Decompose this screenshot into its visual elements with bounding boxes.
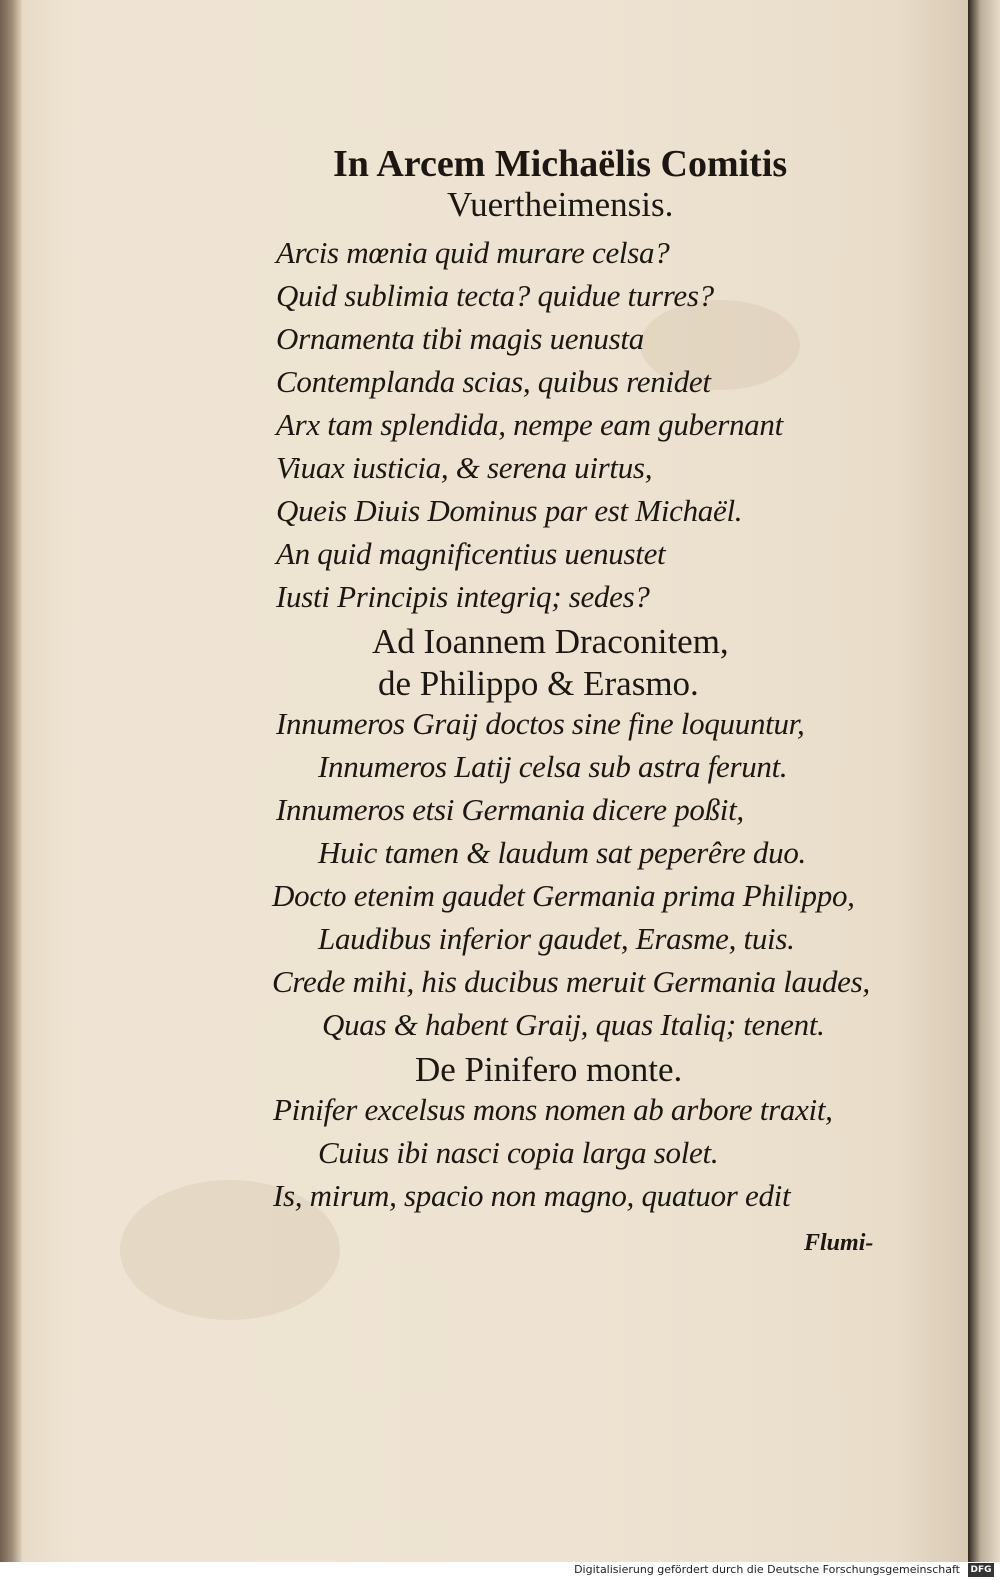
poem1-line: Iusti Principis integriq; sedes? <box>276 579 650 614</box>
poem1-title-line2: Vuertheimensis. <box>447 185 674 224</box>
page-edge <box>968 0 1000 1562</box>
poem2-line: Quas & habent Graij, quas Italiq; tenent. <box>322 1007 825 1042</box>
poem1-line: An quid magnificentius uenustet <box>276 536 666 571</box>
poem2-line: Docto etenim gaudet Germania prima Philippo, <box>272 878 855 913</box>
poem1-line: Contemplanda scias, quibus renidet <box>276 364 711 399</box>
poem3-title: De Pinifero monte. <box>415 1050 683 1089</box>
poem2-line: Crede mihi, his ducibus meruit Germania laudes, <box>272 964 870 999</box>
poem1-line: Quid sublimia tecta? quidue turres? <box>276 278 714 313</box>
poem1-line: Viuax iusticia, & serena uirtus, <box>276 450 653 485</box>
poem1-line: Ornamenta tibi magis uenusta <box>276 321 644 356</box>
poem1-line: Arcis mœnia quid murare celsa? <box>276 235 670 270</box>
poem2-title-line1: Ad Ioannem Draconitem, <box>372 622 729 661</box>
poem1-title-line1: In Arcem Michaëlis Comitis <box>333 143 788 185</box>
catchword: Flumi- <box>804 1230 874 1256</box>
poem3-line: Is, mirum, spacio non magno, quatuor edit <box>273 1178 791 1213</box>
poem2-line: Innumeros etsi Germania dicere poßit, <box>276 792 744 827</box>
poem2-line: Huic tamen & laudum sat peperêre duo. <box>318 835 806 870</box>
binding-shadow <box>0 0 22 1562</box>
poem2-line: Laudibus inferior gaudet, Erasme, tuis. <box>318 921 795 956</box>
dfg-logo: DFG <box>968 1563 994 1577</box>
poem3-line: Pinifer excelsus mons nomen ab arbore traxit, <box>273 1092 833 1127</box>
poem2-line: Innumeros Latij celsa sub astra ferunt. <box>318 749 788 784</box>
poem1-line: Queis Diuis Dominus par est Michaël. <box>276 493 743 528</box>
digitization-credit: Digitalisierung gefördert durch die Deutsche Forschungsgemeinschaft <box>574 1563 960 1576</box>
poem3-line: Cuius ibi nasci copia larga solet. <box>318 1135 719 1170</box>
poem2-line: Innumeros Graij doctos sine fine loquuntur, <box>276 706 805 741</box>
show-through-text <box>800 140 807 172</box>
poem2-title-line2: de Philippo & Erasmo. <box>378 664 699 703</box>
poem1-line: Arx tam splendida, nempe eam gubernant <box>276 407 783 442</box>
